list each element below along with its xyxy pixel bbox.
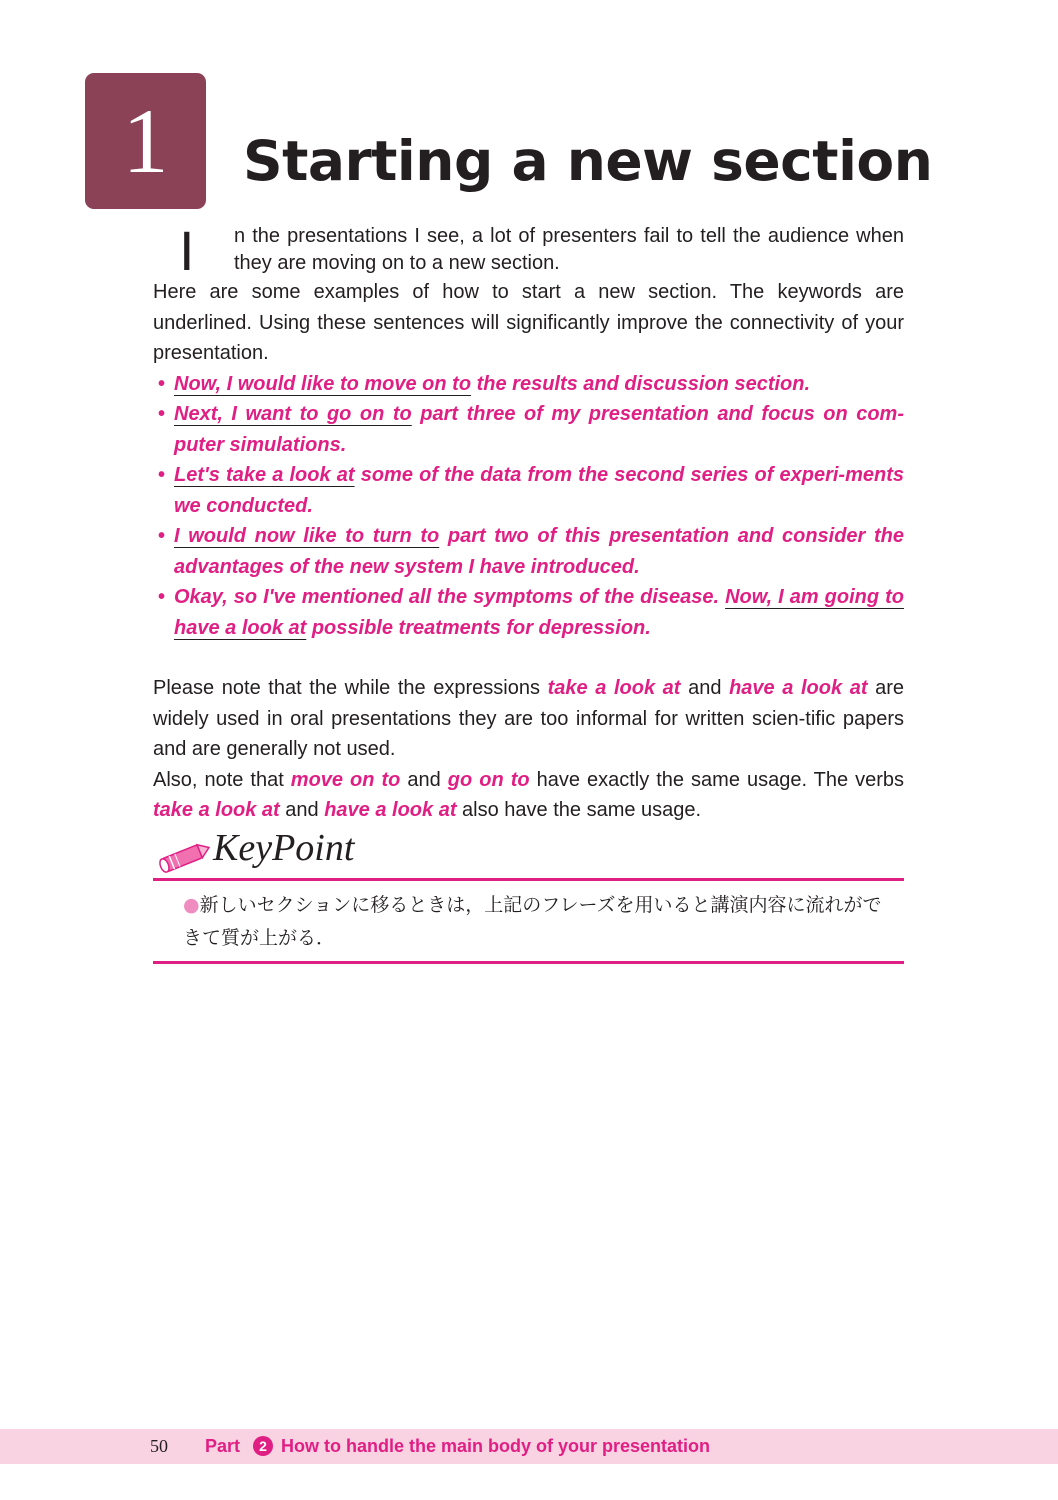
note-paragraph-2: Also, note that move on to and go on to have exactly the same usage. The verbs take a look at and have a look at also have the same usage.	[153, 768, 905, 821]
highlighted-phrase: have a look at	[324, 799, 457, 821]
page-number: 50	[150, 1436, 168, 1456]
part-label: Part	[205, 1436, 241, 1456]
list-item: • Next, I want to go on to part three of my presentation and focus on com-puter simulations.	[153, 399, 904, 460]
section-title: Starting a new section	[243, 129, 933, 193]
list-item: • Okay, so I've mentioned all the symptoms of the disease. Now, I am going to have a look at possible treatments for depression.	[153, 582, 904, 643]
drop-cap: I	[179, 219, 195, 282]
list-item: • Now, I would like to move on to the results and discussion section.	[153, 369, 904, 400]
underlined-keyword: Let's take a look at	[174, 464, 355, 486]
part-title: How to handle the main body of your presentation	[281, 1436, 711, 1456]
part-number-badge: 2	[253, 1436, 273, 1456]
section-number-badge: 1	[85, 73, 206, 209]
list-item: • I would now like to turn to part two of this presentation and consider the advantages of the new system I have introduced.	[153, 521, 904, 582]
keypoint-title: KeyPoint	[213, 827, 355, 869]
highlighted-phrase: have a look at	[729, 677, 868, 699]
main-body	[153, 219, 905, 826]
spacer	[153, 643, 904, 673]
highlighted-phrase: go on to	[447, 768, 530, 791]
underlined-keyword: Next, I want to go on to	[174, 403, 412, 425]
keypoint-text: ●新しいセクションに移るときは，上記のフレーズを用いると講演内容に流れができて質が上がる．	[153, 881, 904, 964]
highlighted-phrase: take a look at	[547, 677, 681, 699]
highlighted-phrase: take a look at	[153, 799, 280, 821]
explanation-paragraph: Here are some examples of how to start a new section. The keywords are underlined. Using these sentences will significantly improve the connectivity of your presentation.	[153, 281, 904, 364]
keypoint-box	[153, 828, 904, 964]
bullet-icon: ●	[183, 894, 200, 916]
underlined-keyword: Now, I would like to move on to	[174, 372, 472, 395]
intro-paragraph	[153, 219, 904, 282]
underlined-keyword: I would now like to turn to	[174, 525, 440, 547]
pencil-icon	[153, 838, 213, 878]
intro-text: n the presentations I see, a lot of presenters fail to tell the audience when they are moving on to a new section.	[234, 225, 904, 274]
list-item: • Let's take a look at some of the data from the second series of experi-ments we conducted.	[153, 460, 904, 521]
page-footer	[0, 1429, 1058, 1464]
highlighted-phrase: move on to	[290, 768, 401, 791]
example-list	[153, 369, 904, 644]
note-paragraph-1: Please note that the while the expressions take a look at and have a look at are widely used in oral presentations they are too informal for written scien-tific papers and are generally not used.	[153, 677, 905, 760]
keypoint-header	[153, 828, 904, 881]
underlined-keyword: Now, I am going to have a look at	[174, 586, 904, 639]
